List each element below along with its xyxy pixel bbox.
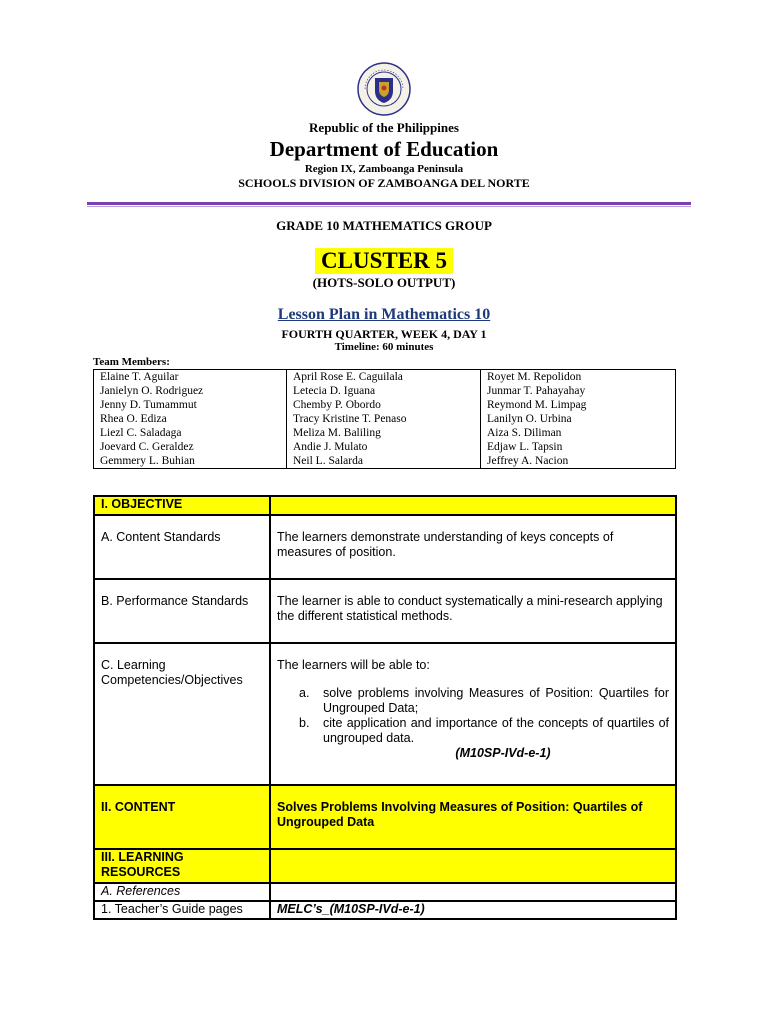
objective-heading: I. OBJECTIVE — [94, 496, 270, 515]
competency-text: cite application and importance of the concepts of quartiles of ungrouped data. — [323, 716, 669, 745]
team-member: Neil L. Salarda — [293, 455, 363, 467]
team-member: Andie J. Mulato — [293, 441, 368, 453]
competencies-list — [277, 686, 669, 746]
content-heading: II. CONTENT — [94, 785, 270, 849]
content-text: Solves Problems Involving Measures of Position: Quartiles of Ungrouped Data — [270, 785, 676, 849]
resources-heading-blank — [270, 849, 676, 883]
teachers-guide-label: 1. Teacher’s Guide pages — [94, 901, 270, 919]
cluster-heading: CLUSTER 5 — [315, 248, 453, 274]
team-member: Joevard C. Geraldez — [100, 441, 194, 453]
competency-text: solve problems involving Measures of Position: Quartiles for Ungrouped Data; — [323, 686, 669, 715]
competency-marker: a. — [299, 686, 310, 700]
republic-heading: Republic of the Philippines — [309, 120, 459, 135]
team-member: Royet M. Repolidon — [487, 371, 582, 383]
content-standards-text: The learners demonstrate understanding of keys concepts of measures of position. — [270, 515, 676, 579]
objective-heading-blank — [270, 496, 676, 515]
header-divider-shadow — [87, 206, 691, 207]
team-member: Edjaw L. Tapsin — [487, 441, 563, 453]
competencies-cell — [270, 643, 676, 785]
division-heading: SCHOOLS DIVISION OF ZAMBOANGA DEL NORTE — [238, 176, 530, 190]
team-member: Janielyn O. Rodriguez — [100, 385, 204, 397]
competency-marker: b. — [299, 716, 310, 730]
competency-item — [277, 686, 669, 716]
team-member: Letecia D. Iguana — [293, 385, 376, 397]
content-standards-label: A. Content Standards — [94, 515, 270, 579]
hots-subtitle: (HOTS-SOLO OUTPUT) — [312, 275, 456, 290]
department-heading: Department of Education — [269, 137, 499, 161]
team-member: Gemmery L. Buhian — [100, 455, 195, 467]
timeline: Timeline: 60 minutes — [334, 341, 434, 353]
team-members-table — [93, 369, 676, 469]
references-blank — [270, 883, 676, 901]
team-member: Junmar T. Pahayahay — [487, 385, 586, 397]
team-member: Tracy Kristine T. Penaso — [293, 413, 407, 425]
team-member: Jeffrey A. Nacion — [487, 455, 569, 467]
competencies-label: C. Learning Competencies/Objectives — [94, 643, 270, 785]
competencies-intro: The learners will be able to: — [277, 658, 430, 672]
team-member: Rhea O. Ediza — [100, 413, 167, 425]
team-column-1 — [94, 370, 287, 469]
performance-standards-label: B. Performance Standards — [94, 579, 270, 643]
team-member: Jenny D. Tumammut — [100, 399, 197, 411]
lesson-plan-title: Lesson Plan in Mathematics 10 — [277, 306, 491, 323]
team-member: Liezl C. Saladaga — [100, 427, 182, 439]
team-member: Elaine T. Aguilar — [100, 371, 179, 383]
references-label: A. References — [94, 883, 270, 901]
team-member: April Rose E. Caguilala — [293, 371, 403, 383]
team-member: Aiza S. Diliman — [487, 427, 562, 439]
lesson-plan-table — [93, 495, 677, 920]
header-divider — [87, 202, 691, 205]
team-member: Reymond M. Limpag — [487, 399, 587, 411]
team-members-label: Team Members: — [93, 356, 170, 368]
competency-code: (M10SP-IVd-e-1) — [455, 746, 551, 760]
quarter-week-day: FOURTH QUARTER, WEEK 4, DAY 1 — [281, 327, 487, 341]
competency-item — [277, 716, 669, 746]
deped-seal-logo — [357, 62, 411, 116]
teachers-guide-value: MELC’s_(M10SP-IVd-e-1) — [270, 901, 676, 919]
resources-heading: III. LEARNING RESOURCES — [94, 849, 270, 883]
team-member: Meliza M. Baliling — [293, 427, 381, 439]
performance-standards-text: The learner is able to conduct systematically a mini-research applying the different statistical methods. — [270, 579, 676, 643]
team-member: Lanilyn O. Urbina — [487, 413, 572, 425]
group-heading: GRADE 10 MATHEMATICS GROUP — [276, 218, 492, 233]
team-column-3 — [481, 370, 676, 469]
team-column-2 — [287, 370, 481, 469]
team-member: Chemby P. Obordo — [293, 399, 381, 411]
cluster-heading-wrap — [0, 248, 768, 274]
region-heading: Region IX, Zamboanga Peninsula — [304, 163, 464, 175]
